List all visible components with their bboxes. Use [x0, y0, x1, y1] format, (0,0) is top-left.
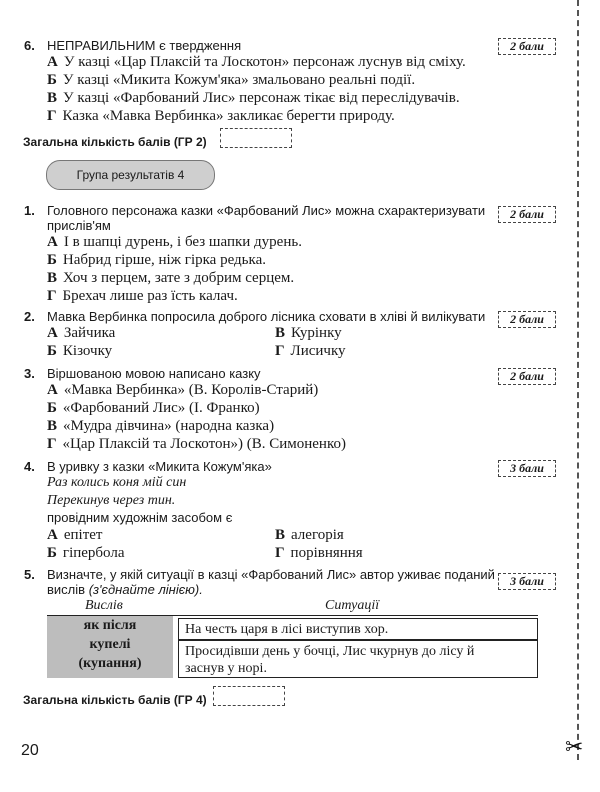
- g4q3-option-a[interactable]: А «Мавка Вербинка» (В. Королів-Старий): [47, 382, 319, 398]
- g4q1-stem-line1: Головного персонажа казки «Фарбований Лис» можна схарактеризувати: [47, 203, 486, 218]
- total-gr2-label: Загальна кількість балів (ГР 2): [23, 135, 207, 149]
- g4q3-stem: Віршованою мовою написано казку: [47, 366, 261, 381]
- g4q4-quote-line1: Раз колись коня мій син: [47, 475, 187, 490]
- g4q4-score: 3 бали: [498, 460, 556, 477]
- g4q4-option-c[interactable]: В алегорія: [275, 527, 344, 543]
- g4q5-score: 3 бали: [498, 573, 556, 590]
- total-gr2-field[interactable]: [220, 128, 292, 148]
- g4q5-stem-line1: Визначте, у якій ситуації в казці «Фарбований Лис» автор уживає поданий: [47, 567, 495, 582]
- q6-option-d[interactable]: Г Казка «Мавка Вербинка» закликає берегти природу.: [47, 108, 395, 124]
- g4q1-stem-line2: прислів'ям: [47, 218, 111, 233]
- g4q1-option-b[interactable]: Б Набрид гірше, ніж гірка редька.: [47, 252, 266, 268]
- total-gr4-label: Загальна кількість балів (ГР 4): [23, 693, 207, 707]
- situation-cell-2[interactable]: Просидівши день у бочці, Лис чкурнув до лісу й заснув у норі.: [178, 640, 538, 678]
- q6-option-b[interactable]: Б У казці «Микита Кожум'яка» змальовано реальні події.: [47, 72, 416, 88]
- g4q3-option-b[interactable]: Б «Фарбований Лис» (І. Франко): [47, 400, 260, 416]
- column-header-situations: Ситуації: [325, 598, 380, 613]
- g4q5-stem-line2: вислів (з'єднайте лінією).: [47, 582, 203, 597]
- g4q4-number: 4.: [24, 459, 35, 474]
- g4q3-option-c[interactable]: В «Мудра дівчина» (народна казка): [47, 418, 275, 434]
- phrase-cell[interactable]: як після купелі (купання): [47, 616, 173, 678]
- g4q4-stem: В уривку з казки «Микита Кожум'яка»: [47, 459, 272, 474]
- g4q3-option-d[interactable]: Г «Цар Плаксій та Лоскотон») (В. Симоненко): [47, 436, 346, 452]
- g4q4-option-b[interactable]: Б гіпербола: [47, 545, 125, 561]
- q6-number: 6.: [24, 38, 35, 53]
- g4q1-option-c[interactable]: В Хоч з перцем, зате з добрим серцем.: [47, 270, 295, 286]
- g4q2-number: 2.: [24, 309, 35, 324]
- page-number: 20: [21, 742, 39, 759]
- g4q5-number: 5.: [24, 567, 35, 582]
- g4q3-score: 2 бали: [498, 368, 556, 385]
- g4q1-number: 1.: [24, 203, 35, 218]
- g4q2-option-d[interactable]: Г Лисичку: [275, 343, 346, 359]
- q6-score: 2 бали: [498, 38, 556, 55]
- g4q2-option-a[interactable]: А Зайчика: [47, 325, 116, 341]
- group-4-header: Група результатів 4: [46, 160, 215, 190]
- g4q2-option-b[interactable]: Б Кізочку: [47, 343, 113, 359]
- q6-stem: НЕПРАВИЛЬНИМ є твердження: [47, 38, 242, 53]
- g4q4-after-text: провідним художнім засобом є: [47, 510, 233, 525]
- total-gr4-field[interactable]: [213, 686, 285, 706]
- g4q4-option-d[interactable]: Г порівняння: [275, 545, 363, 561]
- column-header-phrase: Вислів: [85, 598, 123, 613]
- cut-line: [577, 0, 579, 760]
- g4q2-score: 2 бали: [498, 311, 556, 328]
- g4q4-option-a[interactable]: А епітет: [47, 527, 103, 543]
- g4q3-number: 3.: [24, 366, 35, 381]
- g4q1-option-d[interactable]: Г Брехач лише раз їсть калач.: [47, 288, 238, 304]
- g4q1-score: 2 бали: [498, 206, 556, 223]
- scissors-icon: ✂: [565, 734, 584, 759]
- g4q4-quote-line2: Перекинув через тин.: [47, 493, 176, 508]
- g4q1-option-a[interactable]: А І в шапці дурень, і без шапки дурень.: [47, 234, 302, 250]
- q6-option-a[interactable]: А У казці «Цар Плаксій та Лоскотон» персонаж луснув від сміху.: [47, 54, 466, 70]
- g4q2-stem: Мавка Вербинка попросила доброго лісника сховати в хліві й вилікувати: [47, 309, 486, 324]
- q6-option-c[interactable]: В У казці «Фарбований Лис» персонаж тікає від переслідувачів.: [47, 90, 460, 106]
- situation-cell-1[interactable]: На честь царя в лісі виступив хор.: [178, 618, 538, 640]
- g4q2-option-c[interactable]: В Курінку: [275, 325, 342, 341]
